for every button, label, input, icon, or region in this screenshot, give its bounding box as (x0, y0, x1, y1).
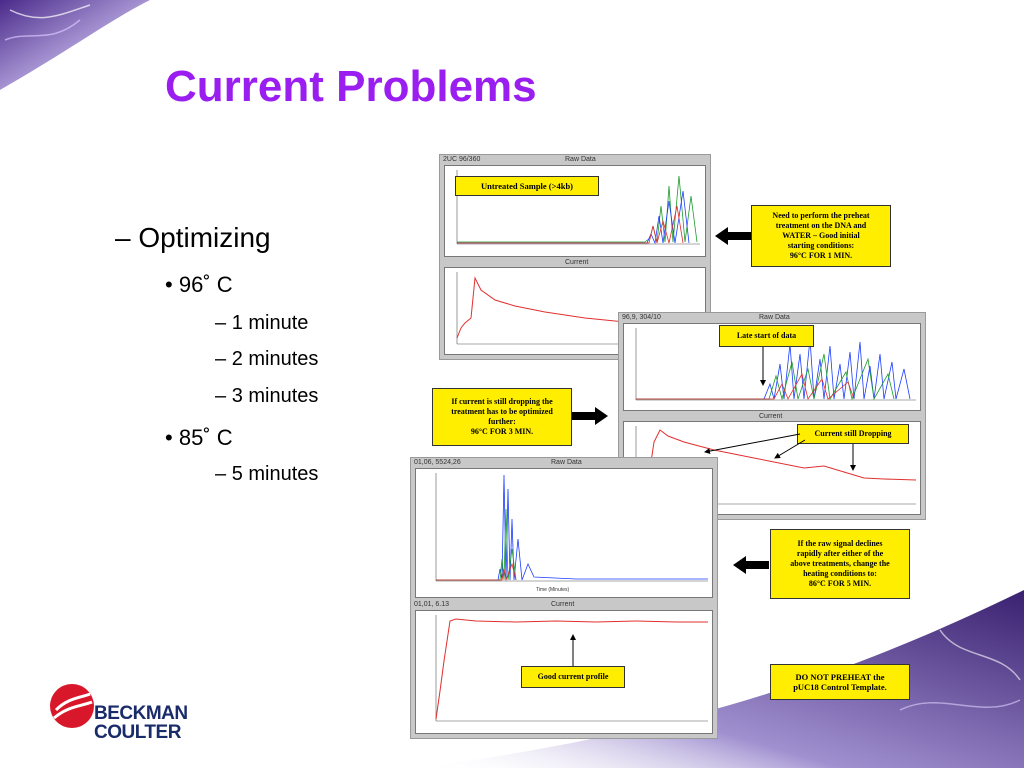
callout-raw-declines: If the raw signal declines rapidly after either of the above treatments, change the heating conditions to: 86°C FOR 5 MIN. (770, 529, 910, 599)
chart-id: 01,06, 5524,26 (414, 459, 461, 466)
callout-late-start: Late start of data (719, 325, 814, 347)
outline-item: – 2 minutes (215, 348, 319, 370)
arrow-left-icon (715, 227, 751, 245)
beckman-coulter-logo (48, 680, 208, 746)
outline-level1: – Optimizing (115, 222, 271, 253)
outline-item: – 3 minutes (215, 385, 319, 407)
outline-temp1: • 96˚ C (165, 272, 233, 297)
chart-id: 2UC 96/360 (443, 156, 481, 163)
chart-title: Raw Data (565, 156, 596, 163)
callout-good-profile: Good current profile (521, 666, 625, 688)
outline-temp2: • 85˚ C (165, 425, 233, 450)
outline-item: – 5 minutes (215, 463, 319, 485)
chart-title: Current (759, 413, 783, 420)
callout-no-preheat: DO NOT PREHEAT the pUC18 Control Template. (770, 664, 910, 700)
callout-preheat: Need to perform the preheat treatment on the DNA and WATER – Good initial starting conditions: 96°C FOR 1 MIN. (751, 205, 891, 267)
chart-title: Raw Data (759, 314, 790, 321)
outline-item: – 1 minute (215, 312, 309, 334)
callout-untreated: Untreated Sample (>4kb) (455, 176, 599, 196)
chart-id: 96,9, 304/10 (622, 314, 661, 321)
arrow-left-icon (733, 556, 769, 574)
logo-mark-icon (48, 682, 96, 730)
slide-title: Current Problems (165, 62, 537, 111)
arrow-right-icon (572, 407, 608, 425)
chart-id: 01,01, 6.13 (414, 601, 450, 608)
chart-title: Current (565, 259, 589, 266)
logo-text: BECKMAN COULTER (94, 703, 188, 743)
callout-dropping: If current is still dropping the treatment has to be optimized further: 96°C FOR 3 MIN. (432, 388, 572, 446)
x-axis-label: Time (Minutes) (536, 587, 570, 593)
callout-still-dropping: Current still Dropping (797, 424, 909, 444)
chart-title: Raw Data (551, 459, 582, 466)
chart-title: Current (551, 601, 575, 608)
